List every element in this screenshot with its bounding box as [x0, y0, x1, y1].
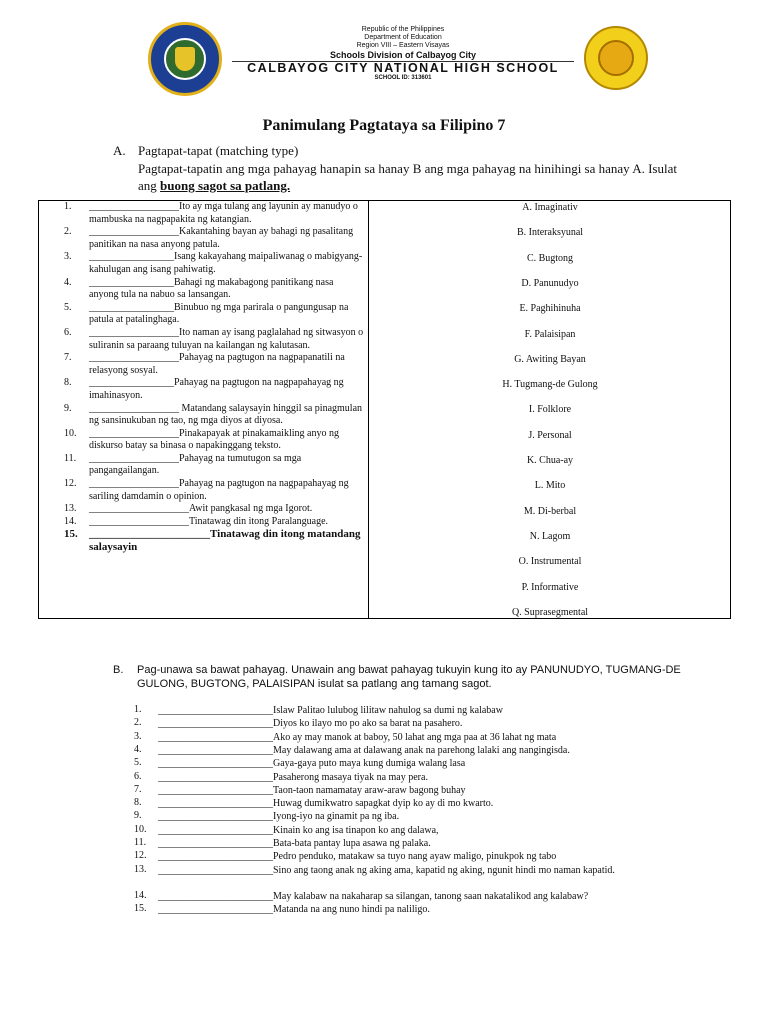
section-a-heading: [113, 143, 298, 159]
column-a-item: [39, 327, 368, 352]
column-b-item: L. Mito: [534, 480, 566, 492]
instruction-emphasis: buong sagot sa patlang.: [160, 178, 291, 193]
item-number: 10.: [64, 427, 77, 439]
item-number: 7.: [134, 783, 142, 795]
column-b-item: K. Chua-ay: [526, 455, 574, 466]
item-number: 11.: [64, 452, 77, 464]
item-number: 14.: [64, 515, 77, 527]
school-id: SCHOOL ID: 313601: [374, 75, 432, 81]
item-text: _______________________Matanda na ang nuno hindi pa naliligo.: [158, 903, 430, 915]
item-text: _______________________Kinain ko ang isa tinapon ko ang dalawa,: [158, 824, 439, 836]
region-line: Region VIII – Eastern Visayas: [356, 42, 450, 49]
column-a-item: [39, 201, 368, 226]
item-number: 15.: [64, 528, 78, 541]
item-number: 12.: [134, 850, 147, 862]
department-line: Department of Education: [364, 34, 442, 41]
item-number: 5.: [134, 757, 142, 769]
item-text: ______________________Tinatawag din itong matandang salaysayin: [89, 528, 361, 554]
item-number: 13.: [134, 863, 147, 875]
letterhead: [0, 18, 768, 98]
column-a-item: [39, 478, 368, 503]
column-b-item: B. Interaksyunal: [516, 227, 584, 239]
column-b-item: F. Palaisipan: [524, 328, 576, 340]
item-text: _______________________May kalabaw na nakaharap sa silangan, tanong saan nakatalikod ang kalabaw?: [158, 890, 589, 902]
item-number: 12.: [64, 478, 77, 490]
item-number: 1.: [134, 704, 142, 715]
item-number: 11.: [134, 837, 147, 848]
column-a-item: [39, 226, 368, 251]
item-text: _______________________Diyos ko ilayo mo po ako sa barat na pasahero.: [158, 718, 463, 730]
column-b-item: I. Folklore: [528, 404, 572, 416]
item-text: __________________Pahayag na tumutugon sa mga pangangailangan.: [89, 452, 302, 477]
item-text: _________________Binubuo ng mga parirala o pangungusap na patula at patalinghaga.: [89, 301, 349, 326]
item-text: __________________Ito ay mga tulang ang layunin ay manudyo o mambuska na nagpapakita ng katangian.: [89, 201, 358, 225]
item-number: 3.: [134, 730, 142, 742]
item-text: __________________Pahayag na pagtugon na nagpapahayag ng sariling damdamin o opinion.: [89, 478, 349, 502]
city-seal-logo: [148, 22, 222, 96]
column-b-item: J. Personal: [528, 429, 572, 441]
column-b-item: G. Awiting Bayan: [514, 353, 586, 365]
column-a-item: [39, 503, 368, 516]
item-number: 2.: [134, 717, 142, 729]
column-b-item: N. Lagom: [529, 530, 571, 542]
item-text: __________________Kakantahing bayan ay bahagi ng pasalitang panitikan na nasa anyong patula.: [89, 226, 354, 250]
item-text: _______________________Pasaherong masaya tiyak na may pera.: [158, 771, 428, 783]
column-a-item: [39, 453, 368, 478]
column-b-item: H. Tugmang-de Gulong: [502, 379, 598, 391]
column-a-item: [39, 528, 368, 553]
column-a: [39, 201, 368, 554]
republic-line: Republic of the Philippines: [361, 26, 445, 33]
matching-table: [38, 200, 731, 619]
column-b-item: M. Di-berbal: [523, 505, 577, 517]
column-b-item: D. Panunudyo: [521, 277, 579, 289]
section-b-letter: B.: [113, 664, 124, 676]
item-text: _______________________Huwag dumikwatro sapagkat dyip ko ay di mo kwarto.: [158, 798, 494, 810]
item-number: 14.: [134, 889, 147, 901]
item-text: __________________Ito naman ay isang paglalahad ng sitwasyon o suliranin sa paraang tuluyan na kailangan ng kalutasan.: [89, 326, 364, 351]
item-text: _______________________Bata-bata pantay lupa asawa ng palaka.: [158, 838, 431, 849]
item-text: _______________________Pedro penduko, matakaw sa tuyo nang ayaw maligo, pinukpok ng tabo: [158, 851, 557, 863]
item-number: 4.: [134, 743, 142, 755]
item-number: 10.: [134, 823, 147, 835]
item-text: _______________________May dalawang ama at dalawang anak na parehong lalaki ang nangingisda.: [158, 744, 570, 756]
item-number: 6.: [134, 770, 142, 782]
item-number: 1.: [64, 201, 72, 212]
column-b-item: E. Paghihinuha: [519, 303, 581, 315]
section-a-instruction: [138, 160, 698, 194]
item-text: _______________________Iyong-iyo na ginamit pa ng iba.: [158, 811, 400, 823]
section-a-letter: A.: [113, 143, 126, 158]
column-a-item: [39, 516, 368, 529]
item-text: _________________Bahagi ng makabagong panitikang nasa anyong tula na nabuo sa lansangan.: [89, 276, 334, 301]
item-number: 7.: [64, 352, 72, 364]
column-a-item: [39, 302, 368, 327]
item-text: __________________Pahayag na pagtugon na nagpapanatili na relasyong sosyal.: [89, 352, 345, 376]
column-b-item: P. Informative: [521, 581, 579, 593]
column-b-item: A. Imaginativ: [522, 202, 578, 213]
item-number: 9.: [134, 810, 142, 822]
item-text: _______________________Gaya-gaya puto maya kung dumiga walang lasa: [158, 758, 466, 770]
column-a-item: [39, 277, 368, 302]
school-seal-logo: [584, 26, 648, 90]
item-text: __________________Pinakapayak at pinakamaikling anyo ng diskurso batay sa binasa o napakinggang teksto.: [89, 427, 339, 452]
item-number: 9.: [64, 402, 72, 414]
item-text: _______________________Islaw Palitao lulubog lilitaw nahulog sa dumi ng kalabaw: [158, 705, 503, 716]
page-title: Panimulang Pagtataya sa Filipino 7: [262, 117, 506, 134]
item-text: _________________Pahayag na pagtugon na nagpapahayag ng imahinasyon.: [89, 377, 344, 401]
column-b-item: C. Bugtong: [526, 252, 574, 264]
item-text: _______________________Ako ay may manok at baboy, 50 lahat ang mga paa at 36 lahat ng mata: [158, 731, 557, 743]
division-line: Schools Division of Calbayog City: [329, 50, 477, 60]
item-number: 8.: [64, 377, 72, 389]
header-divider: [232, 61, 574, 62]
letterhead-text: [228, 26, 578, 82]
column-a-item: [39, 251, 368, 276]
column-b-item: O. Instrumental: [518, 556, 582, 568]
item-number: 6.: [64, 326, 72, 338]
column-b-item: Q. Suprasegmental: [511, 606, 589, 618]
column-a-item: [39, 428, 368, 453]
instruction-text: Pagtapat-tapatin ang mga pahayag hanapin sa hanay B ang mga pahayag na hinihingi sa hanay A. Isulat ang: [138, 161, 677, 193]
item-text: ____________________Tinatawag din itong Paralanguage.: [89, 515, 329, 527]
item-number: 2.: [64, 226, 72, 238]
item-number: 13.: [64, 503, 77, 515]
item-text: __________________ Matandang salaysayin hinggil sa pinagmulan ng sansinukuban ng tao, ng mga diyos at diyosa.: [89, 402, 363, 427]
item-text: _______________________Sino ang taong anak ng aking ama, kapatid ng aking, ngunit hindi mo naman kapatid.: [158, 864, 615, 876]
item-text: ____________________Awit pangkasal ng mga Igorot.: [89, 503, 313, 515]
item-number: 3.: [64, 251, 72, 263]
item-text: _________________Isang kakayahang maipaliwanag o mabigyang-kahulugan ang isang pahiwatig.: [89, 251, 363, 275]
item-number: 4.: [64, 276, 72, 288]
school-name: CALBAYOG CITY NATIONAL HIGH SCHOOL: [247, 61, 559, 75]
column-a-item: [39, 377, 368, 402]
column-a-item: [39, 403, 368, 428]
item-number: 8.: [134, 797, 142, 809]
section-b-instruction: Pag-unawa sa bawat pahayag. Unawain ang bawat pahayag tukuyin kung ito ay PANUNUDYO, TUGMANG-DE GULONG, BUGTONG, PALAISIPAN isulat sa patlang ang tamang sagot.: [137, 664, 681, 690]
item-number: 5.: [64, 301, 72, 313]
item-number: 15.: [134, 902, 147, 914]
item-text: _______________________Taon-taon namamatay araw-araw bagong buhay: [158, 784, 466, 796]
section-a-title: Pagtapat-tapat (matching type): [138, 143, 299, 158]
column-a-item: [39, 352, 368, 377]
